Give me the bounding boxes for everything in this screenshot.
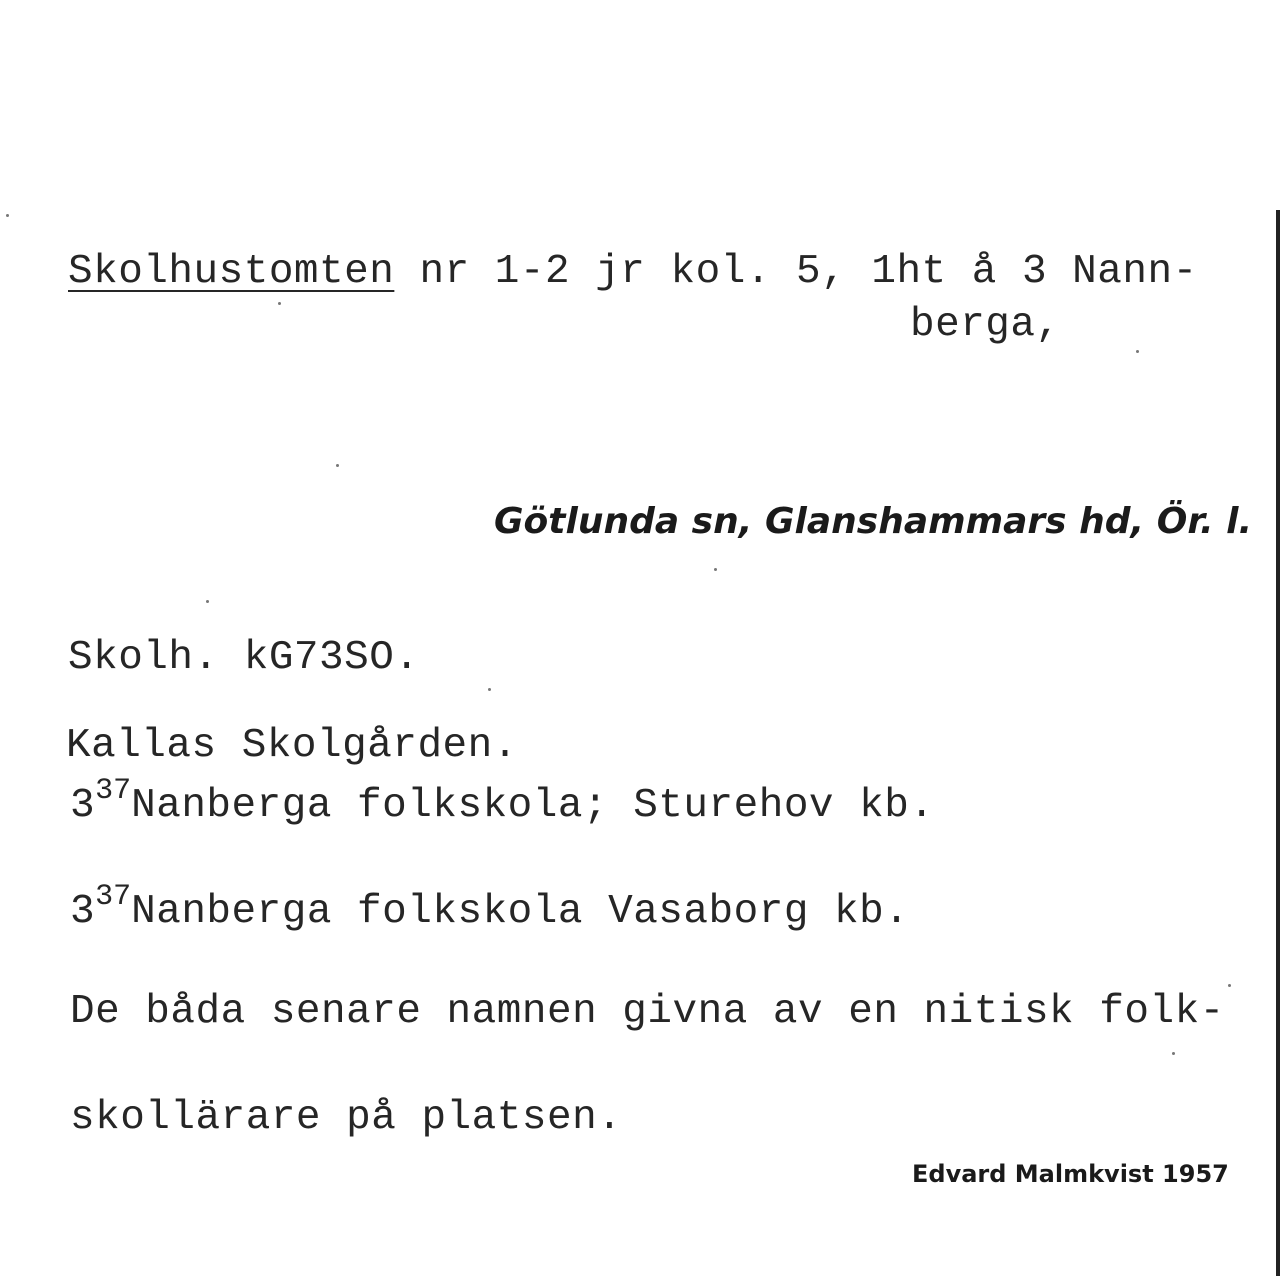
entry-2-superscript: 37 (95, 880, 132, 914)
place-name: Götlunda sn, Glanshammars hd, Ör. l. (494, 501, 1253, 542)
heading-line-1 (68, 249, 1198, 295)
speck (1228, 984, 1231, 987)
heading-line-2: berga, (910, 302, 1061, 348)
entry-1-text: Nanberga folkskola; Sturehov kb. (131, 783, 935, 829)
entry-1-superscript: 37 (95, 774, 132, 808)
map-reference: Skolh. kG73SO. (68, 635, 420, 681)
signature: Edvard Malmkvist 1957 (912, 1160, 1229, 1188)
entry-line-2 (70, 880, 910, 935)
speck (488, 688, 491, 691)
speck (206, 600, 209, 603)
card-edge-line (1276, 210, 1280, 1276)
speck (714, 568, 717, 571)
headword: Skolhustomten (68, 249, 395, 295)
entry-2-text: Nanberga folkskola Vasaborg kb. (131, 889, 910, 935)
speck (6, 214, 9, 217)
note-line-2: skollärare på platsen. (70, 1095, 623, 1141)
entry-line-1 (70, 774, 935, 829)
speck (1136, 350, 1139, 353)
speck (336, 464, 339, 467)
speck (1172, 1052, 1175, 1055)
entry-2-number: 3 (70, 889, 96, 935)
note-line-1: De båda senare namnen givna av en nitisk folk- (70, 989, 1225, 1035)
heading-rest: nr 1-2 jr kol. 5, 1ht å 3 Nann- (419, 249, 1198, 295)
entry-1-number: 3 (70, 783, 96, 829)
speck (278, 302, 281, 305)
called-line: Kallas Skolgården. (66, 723, 518, 769)
